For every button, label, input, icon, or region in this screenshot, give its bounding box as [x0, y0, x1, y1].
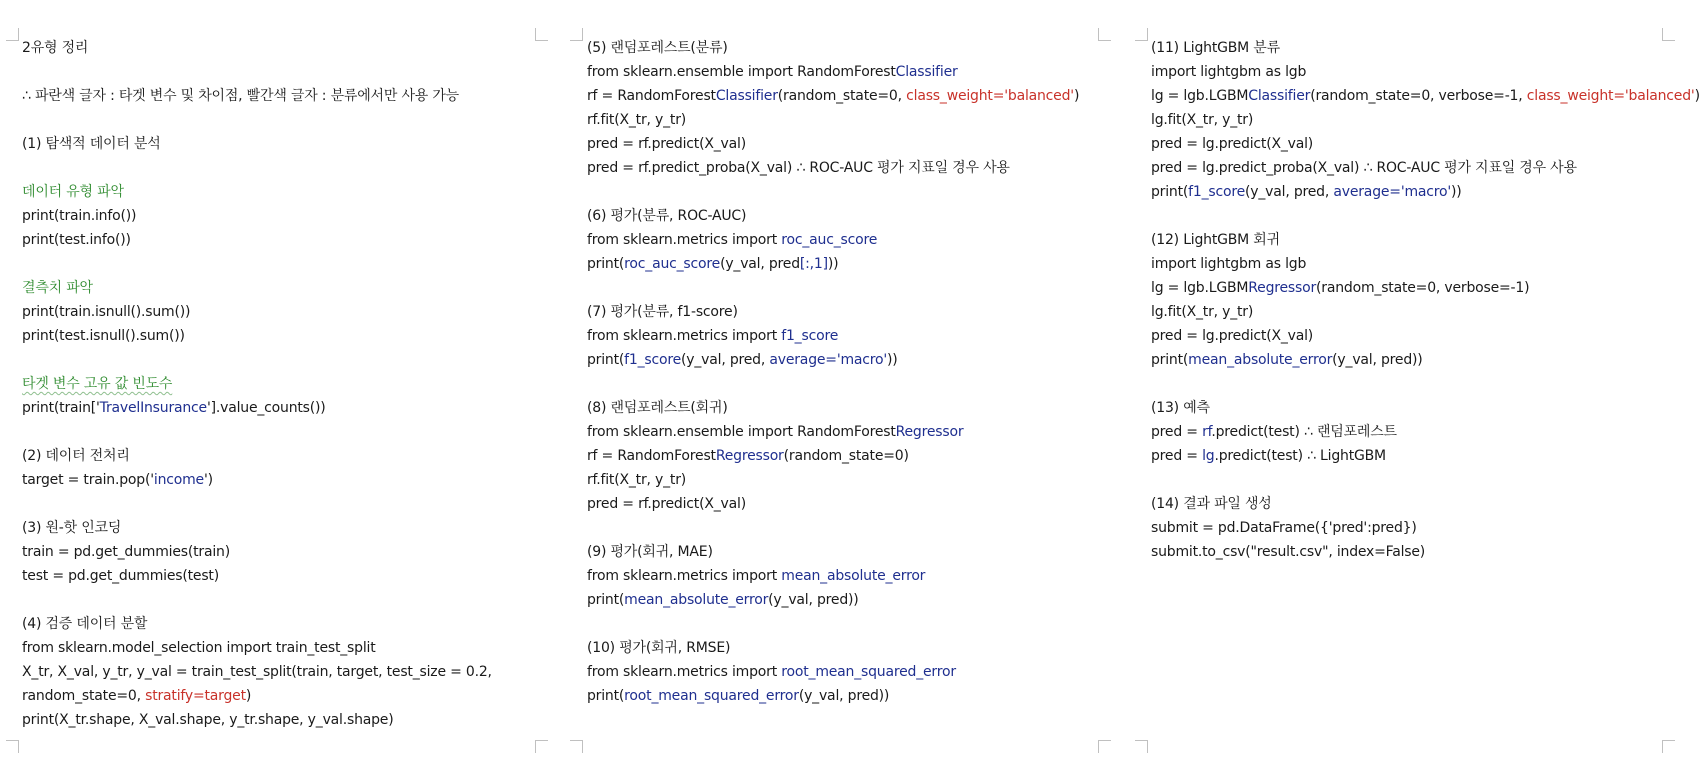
text-line: [587, 636, 1087, 660]
text-segment: pred = rf.predict(X_val): [587, 496, 746, 512]
text-line: [587, 684, 1087, 708]
text-line: [587, 444, 1087, 468]
text-line: [1151, 252, 1681, 276]
text-segment: '].value_counts()): [206, 400, 326, 416]
text-line: [22, 612, 522, 636]
text-line: [587, 36, 1087, 60]
text-line: [1151, 348, 1681, 372]
text-segment: random_state=0,: [22, 688, 146, 704]
text-line: [1151, 60, 1681, 84]
text-line: [587, 396, 1087, 420]
page1-corner-bottom-right: [535, 740, 548, 753]
text-segment: (1) 탐색적 데이터 분석: [22, 136, 161, 152]
highlight-blue-text: f1_score: [624, 352, 682, 368]
text-segment: print(train.info()): [22, 208, 137, 224]
blank-line: [22, 420, 522, 444]
text-segment: (y_val, pred: [720, 256, 800, 272]
highlight-blue-text: Classifier: [1248, 88, 1311, 104]
text-line: [22, 204, 522, 228]
highlight-blue-text: f1_score: [1188, 184, 1246, 200]
highlight-blue-text: root_mean_squared_error: [781, 664, 956, 680]
text-line: [22, 228, 522, 252]
text-segment: pred = lg.predict(X_val): [1151, 328, 1314, 344]
text-segment: rf = RandomForest: [587, 88, 716, 104]
highlight-blue-text: f1_score: [781, 328, 839, 344]
text-segment: (6) 평가(분류, ROC-AUC): [587, 208, 747, 224]
text-line: [22, 396, 522, 420]
highlight-blue-text: mean_absolute_error: [624, 592, 769, 608]
text-segment: (y_val, pred,: [681, 352, 770, 368]
text-segment: rf.fit(X_tr, y_tr): [587, 472, 687, 488]
text-segment: print(: [587, 688, 625, 704]
page2-corner-bottom-right: [1098, 740, 1111, 753]
text-segment: (8) 랜덤포레스트(회귀): [587, 400, 728, 416]
text-line: [1151, 228, 1681, 252]
text-line: [22, 684, 522, 708]
text-segment: (random_state=0, verbose=-1,: [1310, 88, 1527, 104]
page2-corner-bottom-left: [570, 740, 583, 753]
text-line: [587, 540, 1087, 564]
text-segment: from sklearn.ensemble import RandomForest: [587, 64, 896, 80]
text-segment: .predict(test) ∴ 랜덤포레스트: [1211, 424, 1397, 440]
text-segment: (3) 원-핫 인코딩: [22, 520, 122, 536]
text-line: [22, 372, 522, 396]
text-line: [22, 444, 522, 468]
text-segment: from sklearn.metrics import: [587, 328, 782, 344]
text-segment: (9) 평가(회귀, MAE): [587, 544, 713, 560]
text-segment: (y_val, pred)): [1332, 352, 1423, 368]
text-segment: pred = lg.predict_proba(X_val) ∴ ROC-AUC 평가 지표일 경우 사용: [1151, 160, 1577, 176]
text-segment: from sklearn.model_selection import train_test_split: [22, 640, 376, 656]
text-segment: pred = rf.predict_proba(X_val) ∴ ROC-AUC 평가 지표일 경우 사용: [587, 160, 1010, 176]
text-segment: pred =: [1151, 448, 1203, 464]
highlight-blue-text: income: [153, 472, 204, 488]
text-segment: from sklearn.metrics import: [587, 232, 782, 248]
text-segment: pred = lg.predict(X_val): [1151, 136, 1314, 152]
column-2: [587, 36, 1087, 708]
text-segment: train = pd.get_dummies(train): [22, 544, 230, 560]
text-segment: (7) 평가(분류, f1-score): [587, 304, 738, 320]
page3-corner-bottom-left: [1135, 740, 1148, 753]
text-segment: 2유형 정리: [22, 40, 89, 56]
text-segment: test = pd.get_dummies(test): [22, 568, 219, 584]
text-line: [587, 300, 1087, 324]
text-segment: submit.to_csv("result.csv", index=False): [1151, 544, 1426, 560]
highlight-blue-text: Regressor: [1248, 280, 1317, 296]
text-line: [587, 228, 1087, 252]
text-line: [1151, 516, 1681, 540]
blank-line: [587, 180, 1087, 204]
column-1: [22, 36, 522, 732]
text-segment: from sklearn.metrics import: [587, 568, 782, 584]
text-segment: (4) 검증 데이터 분할: [22, 616, 148, 632]
blank-line: [1151, 204, 1681, 228]
text-line: [587, 60, 1087, 84]
blank-line: [587, 612, 1087, 636]
page1-corner-top-left: [6, 28, 19, 41]
text-segment: print(: [587, 256, 625, 272]
text-segment: (11) LightGBM 분류: [1151, 40, 1280, 56]
text-line: [1151, 396, 1681, 420]
text-segment: rf.fit(X_tr, y_tr): [587, 112, 687, 128]
text-segment: ): [1694, 88, 1700, 104]
highlight-blue-text: lg: [1202, 448, 1215, 464]
text-line: [587, 660, 1087, 684]
column-3: [1151, 36, 1700, 564]
text-line: [22, 564, 522, 588]
text-segment: print(: [1151, 184, 1189, 200]
page1-corner-bottom-left: [6, 740, 19, 753]
text-line: [1151, 156, 1681, 180]
text-line: [587, 84, 1087, 108]
text-line: [1151, 324, 1681, 348]
text-segment: (14) 결과 파일 생성: [1151, 496, 1272, 512]
text-segment: ): [245, 688, 252, 704]
text-line: [587, 252, 1087, 276]
text-segment: print(train.isnull().sum()): [22, 304, 191, 320]
page2-corner-top-left: [570, 28, 583, 41]
text-line: [22, 36, 522, 60]
text-segment: (12) LightGBM 회귀: [1151, 232, 1280, 248]
page1-corner-top-right: [535, 28, 548, 41]
text-line: [587, 564, 1087, 588]
highlight-red-text: class_weight='balanced': [906, 88, 1074, 104]
text-line: [587, 324, 1087, 348]
text-line: [22, 516, 522, 540]
text-segment: lg = lgb.LGBM: [1151, 88, 1249, 104]
text-line: [587, 156, 1087, 180]
highlight-blue-text: average='macro': [769, 352, 888, 368]
highlight-blue-text: TravelInsurance: [99, 400, 207, 416]
text-line: [587, 204, 1087, 228]
highlight-blue-text: [:,1]: [799, 256, 828, 272]
text-segment: )): [827, 256, 839, 272]
highlight-red-text: stratify=target: [145, 688, 246, 704]
text-segment: (random_state=0,: [777, 88, 907, 104]
text-segment: (y_val, pred)): [768, 592, 859, 608]
subheading-text: 데이터 유형 파악: [22, 184, 124, 200]
highlight-blue-text: average='macro': [1333, 184, 1452, 200]
page3-corner-top-left: [1135, 28, 1148, 41]
page3-corner-bottom-right: [1662, 740, 1675, 753]
blank-line: [22, 492, 522, 516]
blank-line: [1151, 468, 1681, 492]
blank-line: [22, 156, 522, 180]
text-segment: print(train[': [22, 400, 100, 416]
highlight-blue-text: mean_absolute_error: [781, 568, 926, 584]
blank-line: [1151, 372, 1681, 396]
text-line: [22, 708, 522, 732]
blank-line: [587, 516, 1087, 540]
text-segment: (10) 평가(회귀, RMSE): [587, 640, 731, 656]
text-line: [587, 132, 1087, 156]
subheading-text: 타겟 변수 고유 값 빈도수: [22, 376, 173, 392]
text-line: [587, 588, 1087, 612]
blank-line: [22, 108, 522, 132]
highlight-red-text: class_weight='balanced': [1526, 88, 1695, 104]
text-line: [587, 348, 1087, 372]
text-segment: submit = pd.DataFrame({'pred':pred}): [1151, 520, 1417, 536]
text-line: [1151, 132, 1681, 156]
text-line: [1151, 180, 1681, 204]
text-segment: print(: [1151, 352, 1189, 368]
text-segment: (13) 예측: [1151, 400, 1210, 416]
text-line: [587, 108, 1087, 132]
text-line: [1151, 84, 1700, 108]
text-line: [22, 300, 522, 324]
text-segment: lg.fit(X_tr, y_tr): [1151, 112, 1254, 128]
text-segment: print(: [587, 352, 625, 368]
blank-line: [22, 252, 522, 276]
text-segment: lg.fit(X_tr, y_tr): [1151, 304, 1254, 320]
text-line: [1151, 492, 1681, 516]
text-line: [22, 540, 522, 564]
text-line: [22, 468, 522, 492]
text-line: [1151, 444, 1681, 468]
text-line: [1151, 108, 1681, 132]
text-segment: )): [1451, 184, 1462, 200]
text-segment: (y_val, pred)): [798, 688, 890, 704]
page2-corner-top-right: [1098, 28, 1111, 41]
text-line: [587, 420, 1087, 444]
text-segment: rf = RandomForest: [587, 448, 716, 464]
text-segment: (random_state=0): [783, 448, 909, 464]
text-segment: pred = rf.predict(X_val): [587, 136, 746, 152]
blank-line: [587, 372, 1087, 396]
highlight-blue-text: Regressor: [895, 424, 964, 440]
text-segment: pred =: [1151, 424, 1203, 440]
text-segment: print(X_tr.shape, X_val.shape, y_tr.shape, y_val.shape): [22, 712, 394, 728]
text-line: [1151, 300, 1681, 324]
text-line: [1151, 540, 1681, 564]
blank-line: [587, 276, 1087, 300]
text-segment: target = train.pop(': [22, 472, 154, 488]
text-line: [22, 324, 522, 348]
text-line: [587, 468, 1087, 492]
text-segment: (2) 데이터 전처리: [22, 448, 130, 464]
text-segment: lg = lgb.LGBM: [1151, 280, 1249, 296]
blank-line: [22, 588, 522, 612]
highlight-blue-text: roc_auc_score: [624, 256, 721, 272]
text-line: [22, 84, 522, 108]
text-line: [587, 492, 1087, 516]
highlight-blue-text: Regressor: [715, 448, 784, 464]
text-segment: (y_val, pred,: [1245, 184, 1334, 200]
text-segment: import lightgbm as lgb: [1151, 256, 1307, 272]
text-segment: '): [203, 472, 213, 488]
text-segment: from sklearn.metrics import: [587, 664, 782, 680]
text-line: [1151, 276, 1681, 300]
highlight-blue-text: Classifier: [895, 64, 958, 80]
highlight-blue-text: rf: [1202, 424, 1212, 440]
text-segment: ): [1073, 88, 1080, 104]
highlight-blue-text: mean_absolute_error: [1188, 352, 1333, 368]
text-segment: import lightgbm as lgb: [1151, 64, 1307, 80]
subheading-text: 결측치 파악: [22, 280, 93, 296]
text-segment: print(test.info()): [22, 232, 131, 248]
blank-line: [22, 348, 522, 372]
text-segment: from sklearn.ensemble import RandomForest: [587, 424, 896, 440]
text-segment: (random_state=0, verbose=-1): [1316, 280, 1530, 296]
text-segment: ∴ 파란색 글자 : 타겟 변수 및 차이점, 빨간색 글자 : 분류에서만 사용 가능: [22, 88, 459, 104]
text-line: [22, 636, 522, 660]
text-segment: print(: [587, 592, 625, 608]
blank-line: [22, 60, 522, 84]
text-segment: print(test.isnull().sum()): [22, 328, 185, 344]
text-line: [1151, 420, 1681, 444]
text-line: [1151, 36, 1681, 60]
text-line: [22, 132, 522, 156]
text-line: [22, 660, 522, 684]
highlight-blue-text: Classifier: [715, 88, 778, 104]
text-segment: (5) 랜덤포레스트(분류): [587, 40, 728, 56]
text-segment: .predict(test) ∴ LightGBM: [1214, 448, 1386, 464]
text-line: [22, 180, 522, 204]
highlight-blue-text: root_mean_squared_error: [624, 688, 799, 704]
text-segment: )): [887, 352, 898, 368]
highlight-blue-text: roc_auc_score: [781, 232, 878, 248]
text-segment: X_tr, X_val, y_tr, y_val = train_test_split(train, target, test_size = 0.2,: [22, 664, 492, 680]
text-line: [22, 276, 522, 300]
